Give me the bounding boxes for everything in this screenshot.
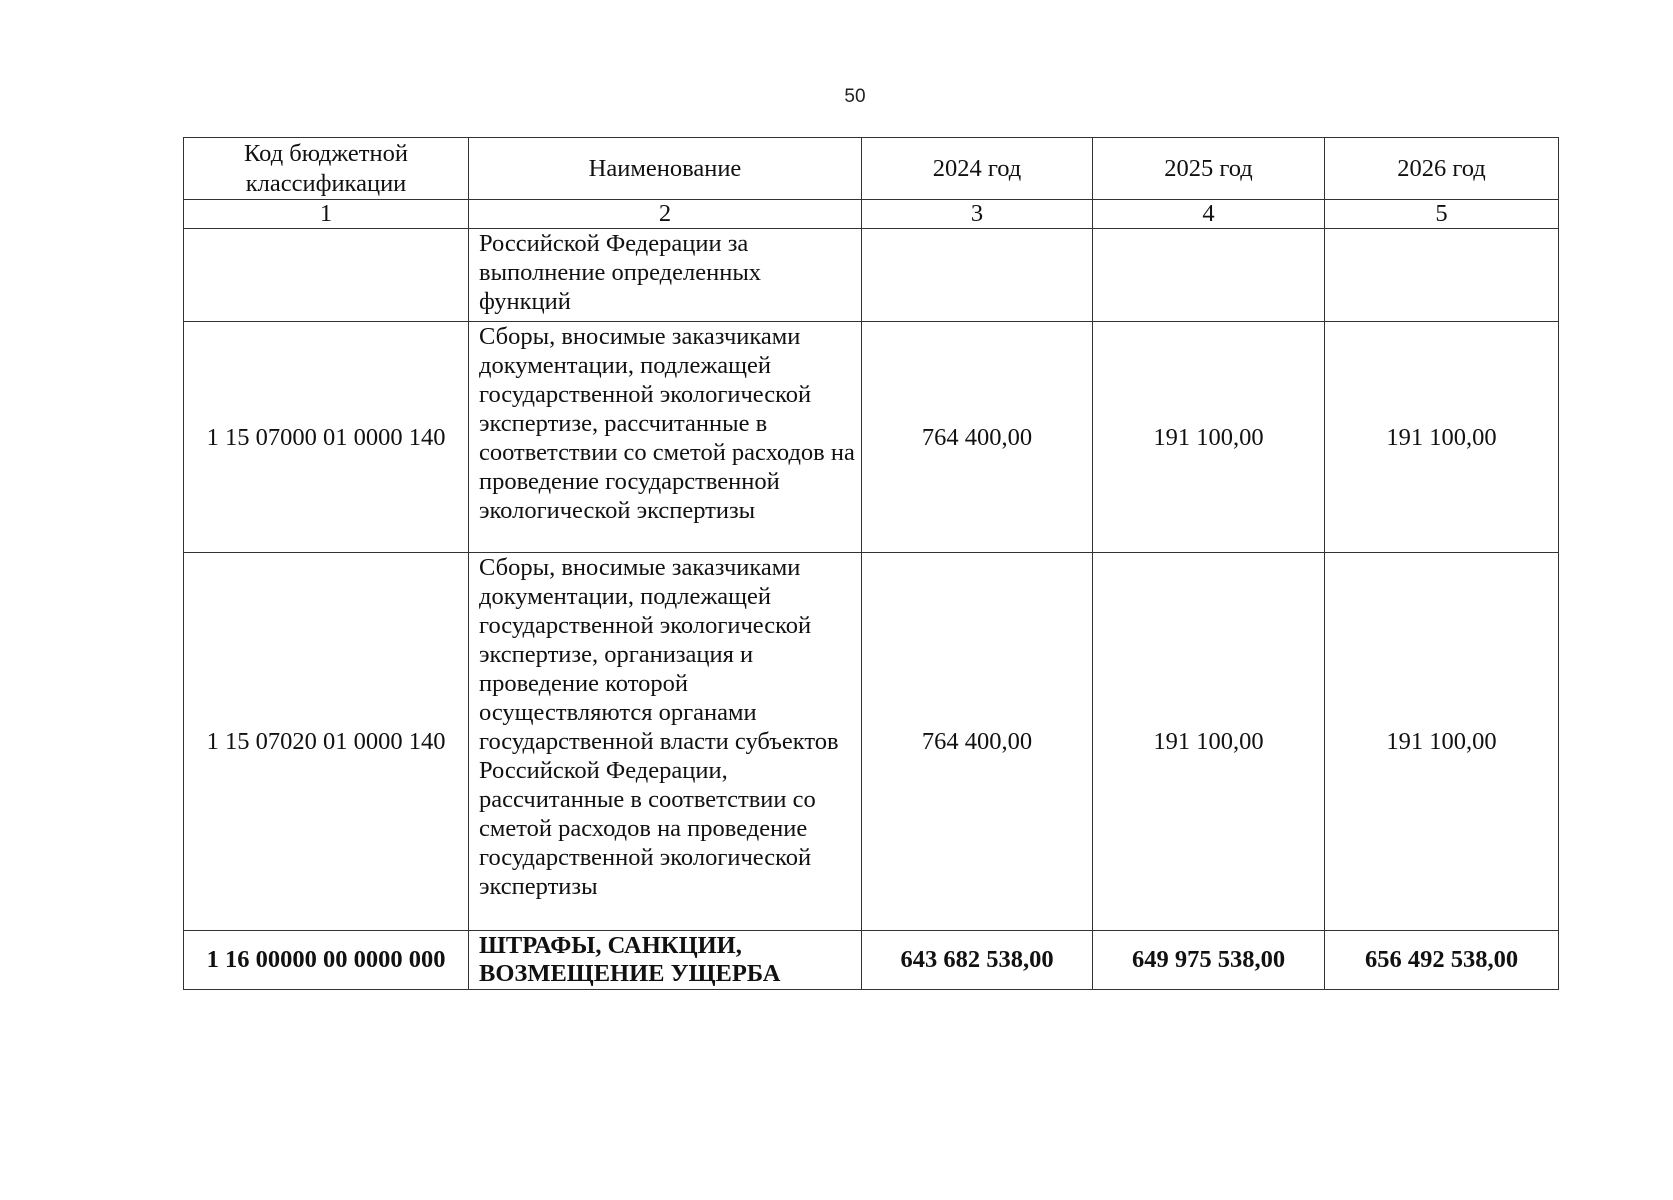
header-2025: 2025 год [1093, 138, 1325, 200]
column-number: 1 [184, 200, 469, 229]
value-2024-cell [862, 229, 1093, 322]
code-cell: 1 16 00000 00 0000 000 [184, 931, 469, 990]
header-2024: 2024 год [862, 138, 1093, 200]
table-header-row [184, 138, 1559, 200]
value-2025-cell [1093, 229, 1325, 322]
header-code: Код бюджетной классификации [184, 138, 469, 200]
value-2025-cell: 191 100,00 [1093, 322, 1325, 553]
table-row [184, 553, 1559, 931]
code-cell: 1 15 07020 01 0000 140 [184, 553, 469, 931]
column-number-row [184, 200, 1559, 229]
name-cell: Сборы, вносимые заказчиками документации, подлежащей государственной экологической экспертизе, рассчитанные в соответствии со сметой расходов на проведение государственной экологической экспертизы [469, 322, 862, 553]
code-cell [184, 229, 469, 322]
value-2025-cell: 649 975 538,00 [1093, 931, 1325, 990]
column-number: 2 [469, 200, 862, 229]
value-2024-cell: 764 400,00 [862, 553, 1093, 931]
value-2024-cell: 643 682 538,00 [862, 931, 1093, 990]
column-number: 4 [1093, 200, 1325, 229]
name-cell: ШТРАФЫ, САНКЦИИ, ВОЗМЕЩЕНИЕ УЩЕРБА [469, 931, 862, 990]
name-cell: Сборы, вносимые заказчиками документации, подлежащей государственной экологической экспертизе, организация и проведение которой осуществляются органами государственной власти субъектов Российской Федерации, рассчитанные в соответствии со сметой расходов на проведение государственной экологической экспертизы [469, 553, 862, 931]
value-2026-cell: 191 100,00 [1325, 553, 1559, 931]
header-name: Наименование [469, 138, 862, 200]
header-2026: 2026 год [1325, 138, 1559, 200]
page-number: 50 [844, 86, 866, 107]
table-row [184, 322, 1559, 553]
table-row-total [184, 931, 1559, 990]
column-number: 5 [1325, 200, 1559, 229]
name-cell: Российской Федерации за выполнение определенных функций [469, 229, 862, 322]
value-2026-cell: 191 100,00 [1325, 322, 1559, 553]
value-2026-cell: 656 492 538,00 [1325, 931, 1559, 990]
code-cell: 1 15 07000 01 0000 140 [184, 322, 469, 553]
column-number: 3 [862, 200, 1093, 229]
value-2026-cell [1325, 229, 1559, 322]
value-2024-cell: 764 400,00 [862, 322, 1093, 553]
value-2025-cell: 191 100,00 [1093, 553, 1325, 931]
table-row [184, 229, 1559, 322]
budget-table [183, 137, 1559, 990]
